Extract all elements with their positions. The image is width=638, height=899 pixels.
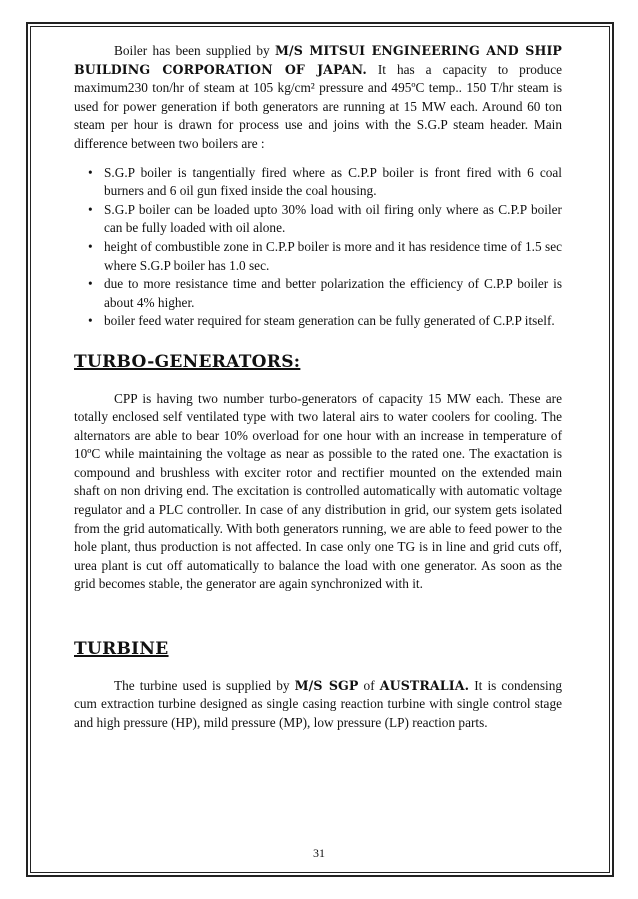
turbo-generators-paragraph: CPP is having two number turbo-generators of capacity 15 MW each. These are totally enclosed self ventilated type with two lateral airs to water coolers for cooling. The alternators are able to bear 10% overload for one hour with an increase in temperature of 10ºC while maintaining the voltage as near as possible to the rated one. The exactation is compound and brushless with exciter rotor and rectifier mounted on the extended main shaft on non driving end. The excitation is controlled automatically with automatic voltage regulator and a PLC controller. In case of any distribution in grid, our system gets isolated from the grid automatically. With both generators running, we are able to feed power to the hole plant, thus production is not affected. In case only one TG is in line and grid cuts off, urea plant is cut off automatically to balance the load with one generator. As soon as the grid becomes stable, the generator are again synchronized with it. (74, 390, 562, 592)
turbo-generators-heading: TURBO-GENERATORS: (74, 351, 301, 372)
intro-paragraph (74, 42, 562, 154)
turbine-text-3: It is condensing cum extraction turbine designed as single casing reaction turbine with single control stage and high pressure (HP), mild pressure (MP), low pressure (LP) reaction parts. (74, 677, 562, 730)
bullet-icon: • (88, 276, 93, 292)
intro-text-1: Boiler has been supplied by (114, 43, 275, 58)
turbine-supplier: M/S SGP (294, 677, 359, 693)
list-item-text: height of combustible zone in C.P.P boiler is more and it has residence time of 1.5 sec where S.G.P boiler has 1.0 sec. (104, 238, 562, 273)
bullet-icon: • (88, 238, 93, 254)
list-item-text: boiler feed water required for steam generation can be fully generated of C.P.P itself. (104, 313, 555, 329)
turbine-paragraph (74, 677, 562, 733)
intro-text-2: It has a capacity to produce maximum230 ton/hr of steam at 105 kg/cm² pressure and 495ºC temp.. 150 T/hr steam is used for power generation if both generators are running at 15 MW each. Around 60 ton steam per hour is drawn for process use and joins with the S.G.P steam header. Main difference between two boilers are : (74, 61, 563, 151)
turbine-text-2: of (358, 677, 380, 693)
turbine-country: AUSTRALIA. (379, 677, 470, 693)
turbine-text-1: The turbine used is supplied by (114, 677, 295, 693)
intro-company-name: M/S MITSUI ENGINEERING AND SHIP BUILDING CORPORATION OF JAPAN. (74, 43, 562, 77)
list-item-text: S.G.P boiler can be loaded upto 30% load with oil firing only where as C.P.P boiler can be fully loaded with oil alone. (104, 201, 562, 236)
list-item (88, 164, 562, 201)
list-item-text: due to more resistance time and better polarization the efficiency of C.P.P boiler is about 4% higher. (104, 276, 562, 310)
list-item-text: S.G.P boiler is tangentially fired where as C.P.P boiler is front fired with 6 coal burners and 6 oil gun fixed inside the coal housing. (104, 164, 562, 199)
boiler-differences-list (74, 164, 562, 331)
turbine-heading: TURBINE (74, 639, 169, 660)
bullet-icon: • (88, 313, 93, 329)
bullet-icon: • (88, 164, 93, 180)
page-number: 31 (313, 846, 325, 860)
list-item (88, 275, 562, 312)
page-content (74, 42, 562, 732)
list-item (88, 238, 562, 275)
list-item (88, 312, 562, 331)
bullet-icon: • (88, 201, 93, 217)
list-item (88, 201, 562, 238)
